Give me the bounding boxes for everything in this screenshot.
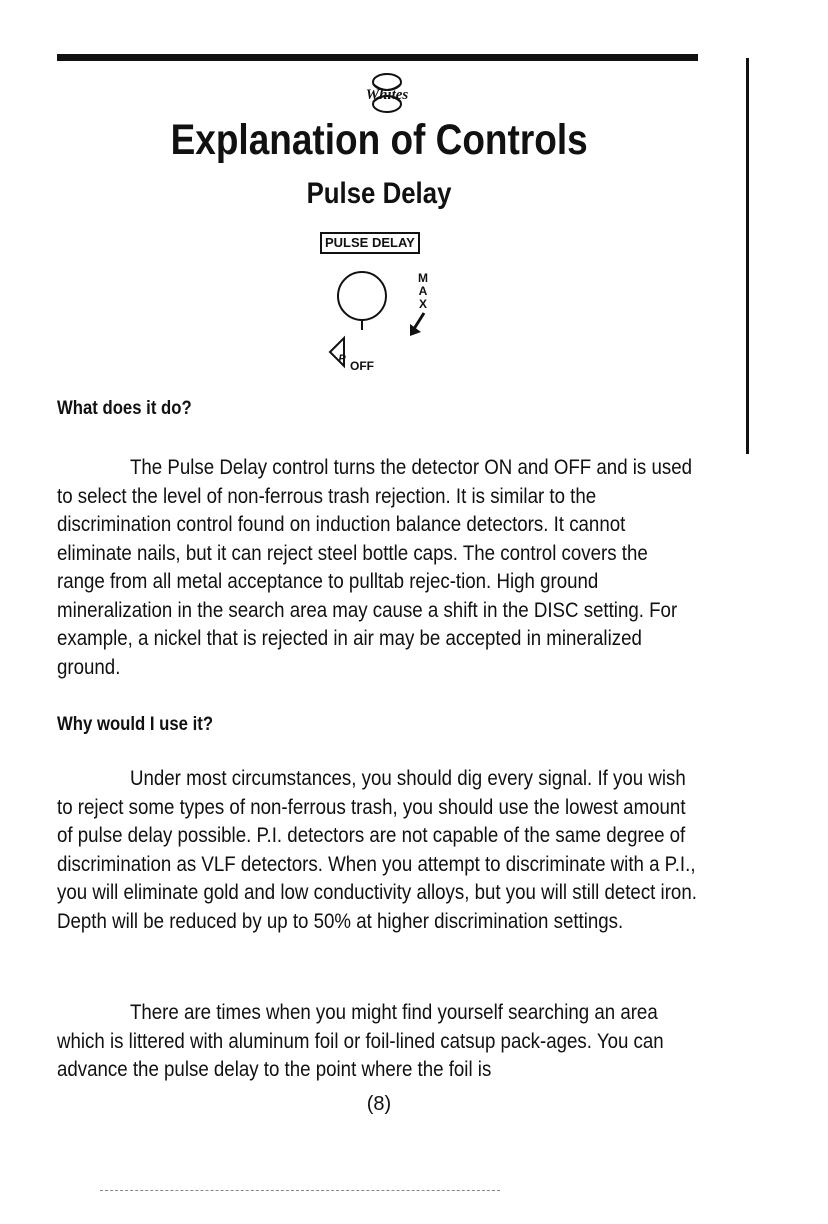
page-subtitle: Pulse Delay [306, 177, 452, 210]
pulse-delay-panel-label: PULSE DELAY [320, 232, 420, 254]
bottom-scan-marks [100, 1190, 500, 1192]
page-number: (8) [366, 1093, 392, 1115]
pulse-delay-knob-diagram [320, 262, 440, 376]
logo-text: Whites [365, 87, 409, 103]
paragraph-why-1: Under most circumstances, you should dig every signal. If you wish to reject some types of non-ferrous trash, you should use the lowest amount of pulse delay possible. P.I. detectors are not capable of the same degree of discrimination as VLF detectors. When you attempt to discriminate with a P.I., you will eliminate gold and low conductivity alloys, but you will still detect iron. Depth will be reduced by up to 50% at higher discrimination settings. [57, 767, 697, 933]
whites-logo [355, 70, 419, 116]
top-rule [57, 54, 698, 61]
max-letter-m: M [418, 271, 428, 285]
off-symbol: P [338, 353, 346, 365]
knob-circle [338, 272, 386, 320]
page-title: Explanation of Controls [170, 116, 588, 164]
section-heading-what: What does it do? [57, 398, 192, 419]
section-heading-why: Why would I use it? [57, 714, 214, 735]
max-letter-a: A [418, 284, 428, 298]
paragraph-why-2: There are times when you might find yourself searching an area which is littered with aluminum foil or foil-lined catsup pack-ages. You can advance the pulse delay to the point where the foil is [57, 1001, 664, 1081]
max-letter-x: X [418, 297, 428, 311]
off-label: OFF [350, 359, 374, 373]
paragraph-what-1: The Pulse Delay control turns the detector ON and OFF and is used to select the level of non-ferrous trash rejection. It is similar to the discrimination control found on induction balance detectors. It cannot eliminate nails, but it can reject steel bottle caps. The control covers the range from all metal acceptance to pulltab rejec-tion. High ground mineralization in the search area may cause a shift in the DISC setting. For example, a nickel that is rejected in air may be accepted in mineralized ground. [57, 456, 693, 679]
page-edge-line [746, 58, 749, 454]
